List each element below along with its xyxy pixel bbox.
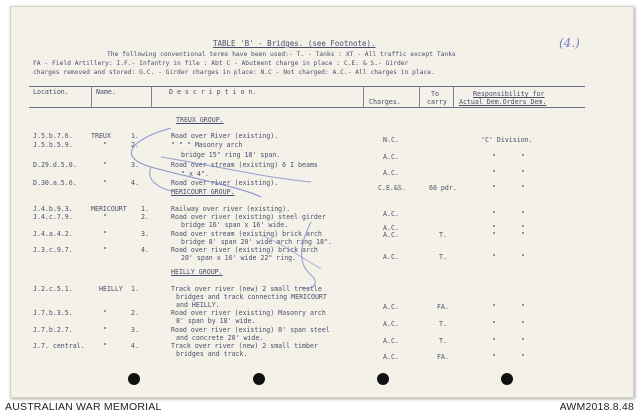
group-title: MERICOURT GROUP. (171, 188, 235, 196)
row-number: 4. (131, 179, 139, 187)
row-responsibility-actual: " (492, 253, 496, 261)
row-responsibility-actual: " (492, 337, 496, 345)
row-name: " (103, 342, 107, 350)
header-carry-top: To (431, 90, 439, 98)
row-responsibility-actual: " (492, 169, 496, 177)
punch-hole (501, 373, 513, 385)
row-responsibility-orders: " (521, 303, 525, 311)
header-name: Name. (96, 88, 116, 96)
row-description-cont: bridge 8' span 20' wide arch ring 18". (181, 238, 332, 246)
row-name: " (103, 309, 107, 317)
row-responsibility-actual: " (492, 210, 496, 218)
row-location: J.2.c.5.1. (33, 285, 73, 293)
row-description: Road over river (existing). (171, 179, 279, 187)
header-location: Location. (33, 88, 69, 96)
footer-reference: AWM2018.8.48 (559, 401, 634, 413)
row-location: J.3.c.9.7. (33, 246, 73, 254)
document-page (10, 6, 634, 398)
footer-institution: AUSTRALIAN WAR MEMORIAL (5, 401, 162, 413)
row-description: Track over river (new) 2 small timber (171, 342, 318, 350)
row-location: D.29.d.5.0. (33, 161, 77, 169)
row-responsibility-orders: " (521, 184, 525, 192)
row-carry: T. (439, 231, 447, 239)
row-description-cont: 8' span by 18' wide. (176, 317, 256, 325)
header-carry-bottom: carry (427, 98, 447, 106)
row-name: " (103, 326, 107, 334)
row-carry: T. (439, 337, 447, 345)
row-responsibility-actual: " (492, 320, 496, 328)
row-charges: A.C. (383, 303, 399, 311)
row-carry: FA. (437, 353, 449, 361)
row-responsibility-actual: " (492, 353, 496, 361)
row-responsibility-orders: " (521, 210, 525, 218)
row-charges: N.C. (383, 136, 399, 144)
row-description: " " " Masonry arch (171, 141, 243, 149)
row-charges: A.C. (383, 337, 399, 345)
row-charges: A.C. (383, 169, 399, 177)
row-charges: A.C. (383, 210, 399, 218)
group-title: TREUX GROUP. (176, 116, 224, 124)
row-name: " (103, 230, 107, 238)
row-name: " (103, 246, 107, 254)
header-description: D e s c r i p t i o n. (169, 88, 257, 96)
row-description: Track over river (new) 2 small trestle (171, 285, 322, 293)
row-description-cont: and concrete 20' wide. (176, 334, 264, 342)
row-charges: A.C. (383, 353, 399, 361)
row-name: TREUX (91, 132, 111, 140)
row-charges: C.E.&S. (378, 184, 406, 192)
row-number: 3. (131, 161, 139, 169)
row-responsibility-orders: " (521, 320, 525, 328)
header-responsibility-top: Responsibility for (473, 90, 545, 98)
punch-hole (128, 373, 140, 385)
row-description: Road over stream (existing) brick arch (171, 230, 322, 238)
group-title: HEILLY GROUP. (171, 268, 223, 276)
row-name: HEILLY (99, 285, 123, 293)
row-responsibility-orders: " (521, 169, 525, 177)
row-location: J.5.b.7.6. (33, 132, 73, 140)
header-charges: Charges. (369, 98, 401, 106)
row-responsibility-orders: " (521, 153, 525, 161)
row-description: Road over River (existing). (171, 132, 279, 140)
row-carry: 60 pdr. (429, 184, 457, 192)
row-name: " (103, 141, 107, 149)
row-description-cont: bridge 15" ring 18' span. (181, 151, 281, 159)
conventions-line-1: The following conventional terms have been used:- T. - Tanks : XT - All traffic except Tanks (107, 51, 456, 58)
row-location: D.30.a.5.6. (33, 179, 77, 187)
row-number: 4. (141, 246, 149, 254)
row-number: 3. (131, 326, 139, 334)
row-name: " (103, 179, 107, 187)
row-carry: T. (439, 320, 447, 328)
row-responsibility: 'C' Division. (481, 136, 533, 144)
row-responsibility-orders: " (521, 253, 525, 261)
row-responsibility-orders: " (521, 224, 525, 232)
row-location: J.7.b.2.7. (33, 326, 73, 334)
punch-hole (377, 373, 389, 385)
row-charges: A.C. (383, 320, 399, 328)
row-description: Railway over river (existing). (171, 205, 291, 213)
row-description-cont: 20' span x 16' wide 22" ring. (181, 254, 297, 262)
row-number: 4. (131, 342, 139, 350)
row-description-cont: bridges and track. (176, 350, 248, 358)
row-carry: T. (439, 253, 447, 261)
row-location: J.4.c.7.9. (33, 213, 73, 221)
row-description-cont: and HEILLY. (176, 301, 220, 309)
conventions-line-2: FA - Field Artillery: I.F.- Infantry in file : Abt C - Abutment charge in place : C.E. & S.- Girder (33, 60, 409, 67)
row-description: Road over stream (existing) 6 I beams (171, 161, 318, 169)
pencil-annotations (11, 7, 633, 397)
row-location: J.7. central. (33, 342, 85, 350)
row-description: Road over river (existing) 8' span steel (171, 326, 330, 334)
punch-hole (253, 373, 265, 385)
header-responsibility-bottom: Actual Dem.Orders Dem. (459, 98, 547, 106)
row-description: Road over river (existing) brick arch (171, 246, 318, 254)
row-responsibility-actual: " (492, 303, 496, 311)
row-responsibility-orders: " (521, 231, 525, 239)
row-carry: FA. (437, 303, 449, 311)
page-number: (4.) (559, 36, 580, 50)
row-description: Road over river (existing) steel girder (171, 213, 326, 221)
row-number: 2. (131, 309, 139, 317)
row-number: 1. (131, 285, 139, 293)
row-charges: A.C. (383, 231, 399, 239)
row-name: MERICOURT (91, 205, 127, 213)
row-name: " (103, 213, 107, 221)
conventions-line-3: charges removed and stored: G.C. - Girder charges in place: N.C - Not charged: A.C.- All charges in place. (33, 69, 435, 76)
row-responsibility-orders: " (521, 353, 525, 361)
row-description-cont: bridge 16' span x 16' wide. (181, 221, 289, 229)
row-description: Road over river (existing) Masonry arch (171, 309, 326, 317)
row-number: 2. (141, 213, 149, 221)
row-responsibility-actual: " (492, 224, 496, 232)
row-number: 1. (131, 132, 139, 140)
row-charges: A.C. (383, 153, 399, 161)
document-title: TABLE 'B' - Bridges. (see Footnote). (213, 39, 376, 48)
row-location: J.4.a.4.2. (33, 230, 73, 238)
row-name: " (103, 161, 107, 169)
row-responsibility-actual: " (492, 184, 496, 192)
row-description-cont: bridges and track connecting MERICOURT (176, 293, 327, 301)
row-location: J.5.b.5.9. (33, 141, 73, 149)
row-responsibility-actual: " (492, 153, 496, 161)
row-number: 1. (141, 205, 149, 213)
row-number: 3. (141, 230, 149, 238)
row-location: J.4.b.9.3. (33, 205, 73, 213)
row-responsibility-orders: " (521, 337, 525, 345)
row-number: 2. (131, 141, 139, 149)
row-location: J.7.b.3.5. (33, 309, 73, 317)
row-description-cont: " x 4". (181, 170, 209, 178)
row-responsibility-actual: " (492, 231, 496, 239)
row-charges: A.C. (383, 253, 399, 261)
row-charges: A.C. (383, 224, 399, 232)
